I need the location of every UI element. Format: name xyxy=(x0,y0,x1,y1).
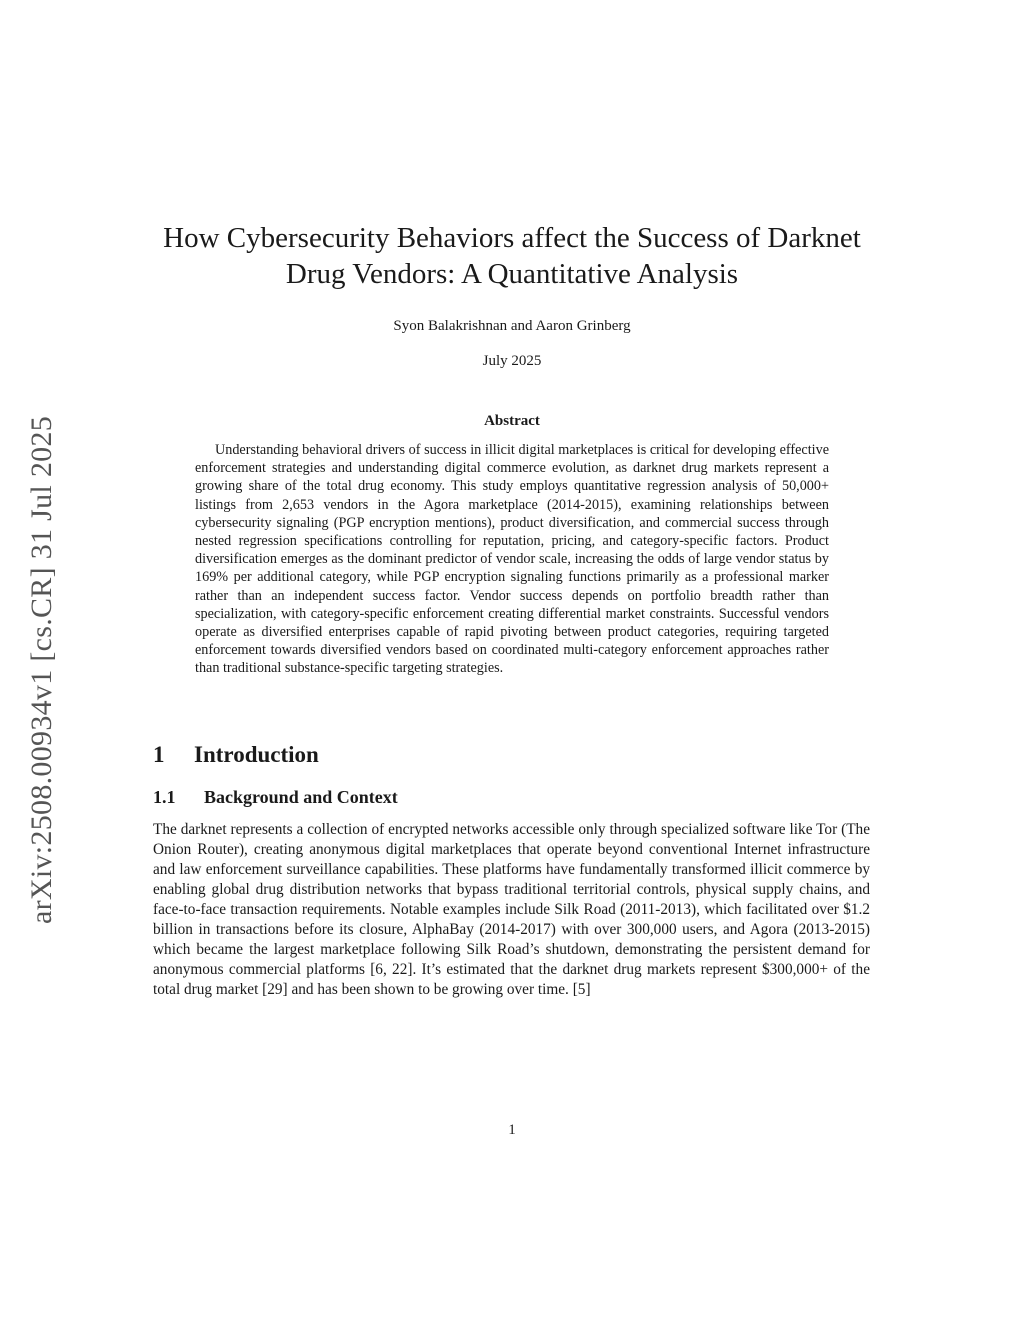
paper-title-line-1: How Cybersecurity Behaviors affect the Success of Darknet xyxy=(163,222,861,254)
section-heading-introduction xyxy=(153,742,873,768)
subsection-title: Background and Context xyxy=(204,787,398,807)
paper-title-line-2: Drug Vendors: A Quantitative Analysis xyxy=(285,258,739,290)
subsection-heading-background xyxy=(153,787,873,808)
abstract-body: Understanding behavioral drivers of success in illicit digital marketplaces is critical for developing effective enforcement strategies and understanding digital commerce evolution, as darknet drug markets represent a growing share of the total drug economy. This study employs quantitative regression analysis of 50,000+ listings from 2,653 vendors in the Agora marketplace (2014-2015), examining relationships between cybersecurity signaling (PGP encryption mentions), product diversification, and commercial success through nested regression specifications controlling for reputation, pricing, and category-specific factors. Product diversification emerges as the dominant predictor of vendor scale, increasing the odds of large vendor status by 169% per additional category, while PGP encryption signaling functions primarily as a professional marker rather than an independent success factor. Vendor success depends on portfolio breadth rather than specialization, with category-specific enforcement creating differential market constraints. Successful vendors operate as diversified enterprises capable of rapid pivoting between product categories, requiring targeted enforcement towards diversified vendors based on coordinated multi-category enforcement approaches rather than traditional substance-specific targeting strategies. xyxy=(195,442,829,677)
paper-date: July 2025 xyxy=(482,353,542,369)
arxiv-identifier-text: arXiv:2508.00934v1 [cs.CR] 31 Jul 2025 xyxy=(25,415,59,925)
arxiv-identifier-stamp xyxy=(20,380,64,960)
abstract-heading: Abstract xyxy=(484,413,540,429)
introduction-paragraph: The darknet represents a collection of encrypted networks accessible only through specialized software like Tor (The Onion Router), creating anonymous digital marketplaces that operate beyond conventional Internet infrastructure and law enforcement surveillance capabilities. These platforms have fundamentally transformed illicit commerce by enabling global drug distribution networks that bypass traditional territorial controls, physical supply chains, and face-to-face transaction requirements. Notable examples include Silk Road (2011-2013), which facilitated over $1.2 billion in transactions before its closure, AlphaBay (2014-2017) with over 300,000 users, and Agora (2013-2015) which became the largest marketplace following Silk Road’s shutdown, demonstrating the persistent demand for anonymous commercial platforms [6, 22]. It’s estimated that the darknet drug markets represent $300,000+ of the total drug market [29] and has been shown to be growing over time. [5] xyxy=(153,821,870,998)
subsection-number: 1.1 xyxy=(153,787,176,807)
section-title: Introduction xyxy=(194,742,319,767)
paper-title xyxy=(140,220,884,292)
section-number: 1 xyxy=(153,742,165,767)
paper-authors: Syon Balakrishnan and Aaron Grinberg xyxy=(393,318,631,334)
page-number: 1 xyxy=(508,1122,516,1138)
